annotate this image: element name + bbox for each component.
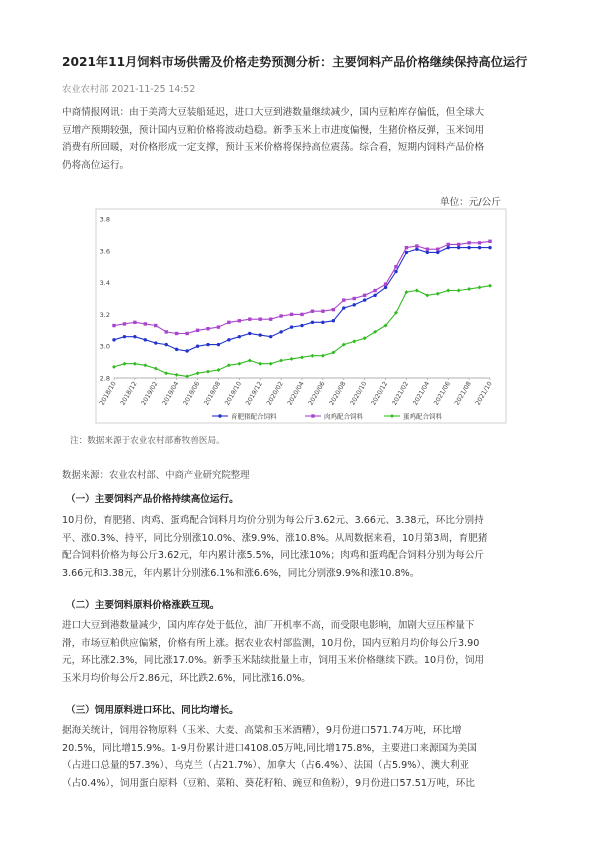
unit-label: 单位：元/公斤 <box>440 197 501 208</box>
data-point <box>426 251 429 254</box>
x-tick-label: 2019/08 <box>203 380 223 407</box>
section-paragraph-3 <box>62 722 538 792</box>
data-point <box>175 348 178 351</box>
data-point <box>436 251 439 254</box>
intro-line: 仍将高位运行。 <box>62 159 130 171</box>
paragraph-line: 20.5%，同比增15.9%。1-9月份累计进口4108.05万吨,同比增175.8%，主要进口来源国为美国 <box>62 742 477 754</box>
x-tick-label: 2021/08 <box>453 380 473 407</box>
data-point <box>196 329 199 332</box>
paragraph-line: 配合饲料价格为每公斤3.62元，年内累计涨5.5%，同比涨10%；肉鸡和蛋鸡配合饲料分别为每公斤 <box>62 550 485 561</box>
data-point <box>144 338 147 341</box>
x-tick-label: 2020/04 <box>286 380 306 407</box>
section-heading-1: （一）主要饲料产品价格持续高位运行。 <box>66 494 239 505</box>
data-point <box>488 246 491 249</box>
data-point <box>206 327 209 330</box>
data-point <box>373 289 376 292</box>
x-tick-label: 2020/06 <box>307 380 327 407</box>
paragraph-line: 进口大豆到港数量减少，国内库存处于低位，油厂开机率不高，而受限电影响，加剧大豆压榨量下 <box>62 620 475 631</box>
data-point <box>123 322 126 325</box>
data-point <box>185 349 188 352</box>
feed-price-line-chart <box>62 204 514 430</box>
data-point <box>227 321 230 324</box>
x-tick-label: 2021/04 <box>411 380 432 407</box>
intro-line: 豆增产预期较强，预计国内豆粕价格将波动趋稳。新季玉米上市进度偏慢，生猪价格反弹，玉米饲用 <box>62 124 485 136</box>
data-point <box>238 319 241 322</box>
data-point <box>165 330 168 333</box>
data-point <box>144 322 147 325</box>
legend-label: 肉鸡配合饲料 <box>324 412 363 421</box>
data-point <box>227 338 230 341</box>
section-heading-3: （三）饲用原料进口环比、同比均增长。 <box>66 705 239 716</box>
data-point <box>478 241 481 244</box>
section-heading-2: （二）主要饲料原料价格涨跌互现。 <box>66 600 220 611</box>
data-point <box>112 324 115 327</box>
legend-marker <box>311 414 314 417</box>
y-tick-label: 3.0 <box>99 342 110 351</box>
paragraph-line: 10月份，育肥猪、肉鸡、蛋鸡配合饲料月均价分别为每公斤3.62元、3.66元、3.38元，环比分别持 <box>62 515 484 526</box>
data-point <box>467 241 470 244</box>
intro-line: 中商情报网讯：由于美湾大豆装船延迟，进口大豆到港数量继续减少，国内豆粕库存偏低，但全球大 <box>62 107 485 118</box>
data-point <box>478 246 481 249</box>
x-tick-label: 2020/08 <box>328 380 348 407</box>
x-tick-label: 2018/10 <box>98 380 118 407</box>
x-tick-label: 2019/04 <box>161 380 181 407</box>
data-point <box>259 333 262 336</box>
section-paragraph-2 <box>62 617 538 687</box>
data-point <box>363 298 366 301</box>
data-point <box>447 243 450 246</box>
y-tick-label: 2.8 <box>99 374 110 383</box>
data-point <box>342 306 345 309</box>
data-point <box>384 282 387 285</box>
data-point <box>206 343 209 346</box>
data-point <box>217 325 220 328</box>
data-point <box>154 324 157 327</box>
paragraph-line: 玉米月均价每公斤2.86元，环比跌2.6%，同比涨16.0%。 <box>62 672 311 684</box>
data-point <box>373 294 376 297</box>
data-point <box>196 345 199 348</box>
data-point <box>415 248 418 251</box>
data-point <box>467 246 470 249</box>
x-tick-label: 2021/02 <box>391 380 411 407</box>
data-point <box>165 343 168 346</box>
data-point <box>457 243 460 246</box>
data-point <box>311 321 314 324</box>
data-point <box>290 313 293 316</box>
data-point <box>175 332 178 335</box>
article-source[interactable]: 农业农村部 <box>62 84 109 95</box>
data-point <box>259 317 262 320</box>
data-point <box>405 246 408 249</box>
data-point <box>426 248 429 251</box>
data-point <box>394 270 397 273</box>
y-tick-label: 3.4 <box>99 279 110 288</box>
y-tick-label: 3.2 <box>99 310 110 319</box>
data-point <box>342 298 345 301</box>
data-point <box>353 303 356 306</box>
article-meta <box>62 81 195 95</box>
y-tick-label: 3.8 <box>99 215 110 224</box>
data-point <box>332 319 335 322</box>
data-point <box>154 341 157 344</box>
data-point <box>488 240 491 243</box>
data-point <box>217 343 220 346</box>
paragraph-line: 滑，市场豆粕供应偏紧，价格有所上涨。据农业农村部监测，10月份，国内豆粕月均价每公斤3.90 <box>62 637 480 649</box>
legend-label: 育肥猪配合饲料 <box>231 412 277 421</box>
x-tick-label: 2020/10 <box>349 380 369 407</box>
intro-paragraph <box>62 104 538 174</box>
paragraph-line: （占进口总量的57.3%）、乌克兰（占21.7%）、加拿大（占6.4%）、法国（占5.9%）、澳大利亚 <box>62 760 470 771</box>
data-point <box>112 338 115 341</box>
data-point <box>405 251 408 254</box>
data-point <box>248 317 251 320</box>
data-point <box>279 330 282 333</box>
legend-marker <box>218 414 221 417</box>
data-point <box>290 325 293 328</box>
data-point <box>238 335 241 338</box>
y-tick-label: 3.6 <box>99 247 110 256</box>
data-point <box>133 335 136 338</box>
chart-note: 注：数据来源于农业农村部畜牧兽医局。 <box>70 436 225 446</box>
data-point <box>300 313 303 316</box>
paragraph-line: 3.66元和3.38元，年内累计分别涨6.1%和涨6.6%，同比分别涨9.9%和涨10.8%。 <box>62 567 420 579</box>
article-date: 2021-11-25 14:52 <box>111 84 196 95</box>
intro-line: 消费有所回暖，对价格形成一定支撑，预计玉米价格将保持高位震荡。综合看，短期内饲料产品价格 <box>62 142 485 153</box>
data-source-text: 数据来源：农业农村部、中商产业研究院整理 <box>62 470 250 481</box>
paragraph-line: 据海关统计，饲用谷物原料（玉米、大麦、高粱和玉米酒糟），9月份进口571.74万吨，环比增 <box>62 725 462 736</box>
x-tick-label: 2020/12 <box>370 380 390 407</box>
data-point <box>353 297 356 300</box>
data-point <box>279 314 282 317</box>
data-point <box>300 324 303 327</box>
data-point <box>269 317 272 320</box>
data-point <box>185 332 188 335</box>
data-point <box>363 294 366 297</box>
x-tick-label: 2021/10 <box>474 380 494 407</box>
x-tick-label: 2019/10 <box>223 380 244 407</box>
data-point <box>311 310 314 313</box>
data-point <box>394 265 397 268</box>
x-tick-label: 2019/12 <box>244 380 264 407</box>
data-point <box>447 246 450 249</box>
data-point <box>321 310 324 313</box>
legend-label: 蛋鸡配合饲料 <box>403 412 442 421</box>
x-tick-label: 2021/06 <box>432 380 452 407</box>
section-paragraph-1 <box>62 512 538 582</box>
data-point <box>133 321 136 324</box>
data-point <box>332 308 335 311</box>
data-point <box>123 335 126 338</box>
data-point <box>248 332 251 335</box>
data-point <box>436 248 439 251</box>
x-tick-label: 2019/06 <box>182 380 202 407</box>
article-title: 2021年11月饲料市场供需及价格走势预测分析：主要饲料产品价格继续保持高位运行 <box>62 55 528 69</box>
data-point <box>415 244 418 247</box>
paragraph-line: （占0.4%），饲用蛋白原料（豆粕、菜粕、葵花籽粕、豌豆和鱼粉），9月份进口57.51万吨，环比 <box>62 777 475 789</box>
data-point <box>384 286 387 289</box>
data-point <box>269 335 272 338</box>
x-tick-label: 2020/02 <box>265 380 285 407</box>
data-point <box>457 246 460 249</box>
x-tick-label: 2019/02 <box>140 380 160 407</box>
paragraph-line: 平、涨0.3%、持平，同比分别涨10.0%、涨9.9%、涨10.8%。从周数据来看，10月第3周，育肥猪 <box>62 532 488 544</box>
paragraph-line: 元，环比涨2.3%，同比涨17.0%。新季玉米陆续批量上市，饲用玉米价格继续下跌。10月份，饲用 <box>62 655 485 666</box>
x-tick-label: 2018/12 <box>119 380 139 407</box>
data-point <box>321 321 324 324</box>
